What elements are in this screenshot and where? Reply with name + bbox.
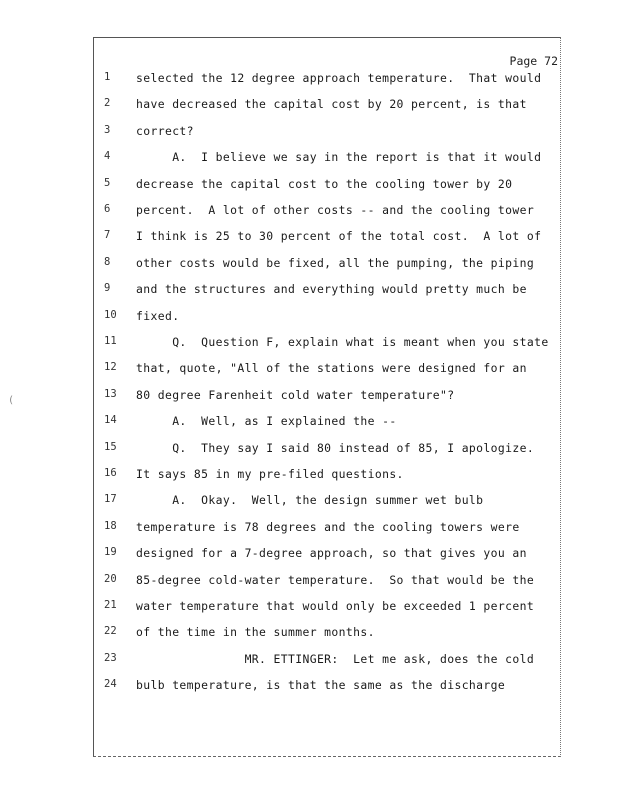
line-number: 20 (104, 572, 117, 585)
line-text: fixed. (136, 308, 180, 323)
line-text: temperature is 78 degrees and the cooling towers were (136, 519, 520, 534)
line-number: 4 (104, 150, 111, 163)
line-number: 1 (104, 71, 111, 83)
transcript-line (0, 150, 618, 170)
transcript-line (0, 71, 618, 91)
line-text: MR. ETTINGER: Let me ask, does the cold (136, 651, 535, 666)
line-number: 15 (104, 440, 117, 453)
transcript-line (0, 678, 618, 698)
line-text: of the time in the summer months. (136, 625, 375, 640)
transcript-line (0, 599, 618, 619)
line-text: selected the 12 degree approach temperature. That would (136, 71, 542, 85)
transcript-line (0, 388, 618, 408)
transcript-line (0, 229, 618, 249)
line-text: designed for a 7-degree approach, so that gives you an (136, 546, 527, 561)
transcript-line (0, 97, 618, 117)
line-number: 13 (104, 387, 117, 400)
line-number: 23 (104, 651, 117, 664)
transcript-line (0, 625, 618, 645)
line-number: 14 (104, 414, 117, 427)
line-number: 12 (104, 361, 117, 374)
line-text: Q. Question F, explain what is meant when you state (136, 335, 549, 349)
line-text: Q. They say I said 80 instead of 85, I apologize. (136, 440, 535, 455)
binding-hole-mark: ( (8, 395, 15, 406)
transcript-line (0, 335, 618, 355)
line-text: A. Well, as I explained the -- (136, 414, 397, 429)
line-text: A. I believe we say in the report is that it would (136, 150, 542, 165)
transcript-line (0, 441, 618, 461)
transcript-line (0, 361, 618, 381)
line-number: 11 (104, 335, 117, 347)
line-number: 9 (104, 282, 111, 295)
line-number: 21 (104, 599, 117, 611)
line-text: It says 85 in my pre-filed questions. (136, 467, 404, 481)
line-number: 18 (104, 519, 117, 532)
line-text: 85-degree cold-water temperature. So that would be the (136, 572, 535, 587)
transcript-line (0, 467, 618, 487)
page-number: Page 72 (509, 54, 558, 68)
line-number: 24 (104, 678, 117, 691)
transcript-line (0, 177, 618, 197)
line-number: 19 (104, 546, 117, 559)
line-text: bulb temperature, is that the same as the discharge (136, 678, 506, 693)
line-text: I think is 25 to 30 percent of the total cost. A lot of (136, 229, 542, 244)
line-text: A. Okay. Well, the design summer wet bulb (136, 493, 484, 508)
line-text: water temperature that would only be exceeded 1 percent (136, 599, 535, 613)
line-number: 17 (104, 493, 117, 506)
line-number: 10 (104, 308, 117, 321)
transcript-line (0, 493, 618, 513)
line-number: 7 (104, 229, 111, 242)
transcript-line (0, 414, 618, 434)
transcript-line (0, 573, 618, 593)
transcript-line (0, 203, 618, 223)
line-text: percent. A lot of other costs -- and the cooling tower (136, 203, 535, 217)
line-number: 3 (104, 123, 111, 136)
line-number: 22 (104, 625, 117, 638)
line-number: 2 (104, 97, 111, 110)
transcript-line (0, 309, 618, 329)
transcript-line (0, 652, 618, 672)
line-number: 8 (104, 255, 111, 268)
line-text: and the structures and everything would pretty much be (136, 282, 527, 297)
line-number: 16 (104, 467, 117, 479)
transcript-line (0, 124, 618, 144)
transcript-line (0, 546, 618, 566)
line-text: other costs would be fixed, all the pumping, the piping (136, 255, 535, 270)
line-text: correct? (136, 123, 194, 138)
transcript-line (0, 282, 618, 302)
transcript-line (0, 256, 618, 276)
line-text: have decreased the capital cost by 20 percent, is that (136, 97, 527, 112)
line-number: 6 (104, 203, 111, 215)
line-text: 80 degree Farenheit cold water temperature"? (136, 387, 455, 402)
line-text: that, quote, "All of the stations were designed for an (136, 361, 527, 376)
line-number: 5 (104, 176, 111, 189)
transcript-line (0, 520, 618, 540)
line-text: decrease the capital cost to the cooling tower by 20 (136, 176, 513, 191)
